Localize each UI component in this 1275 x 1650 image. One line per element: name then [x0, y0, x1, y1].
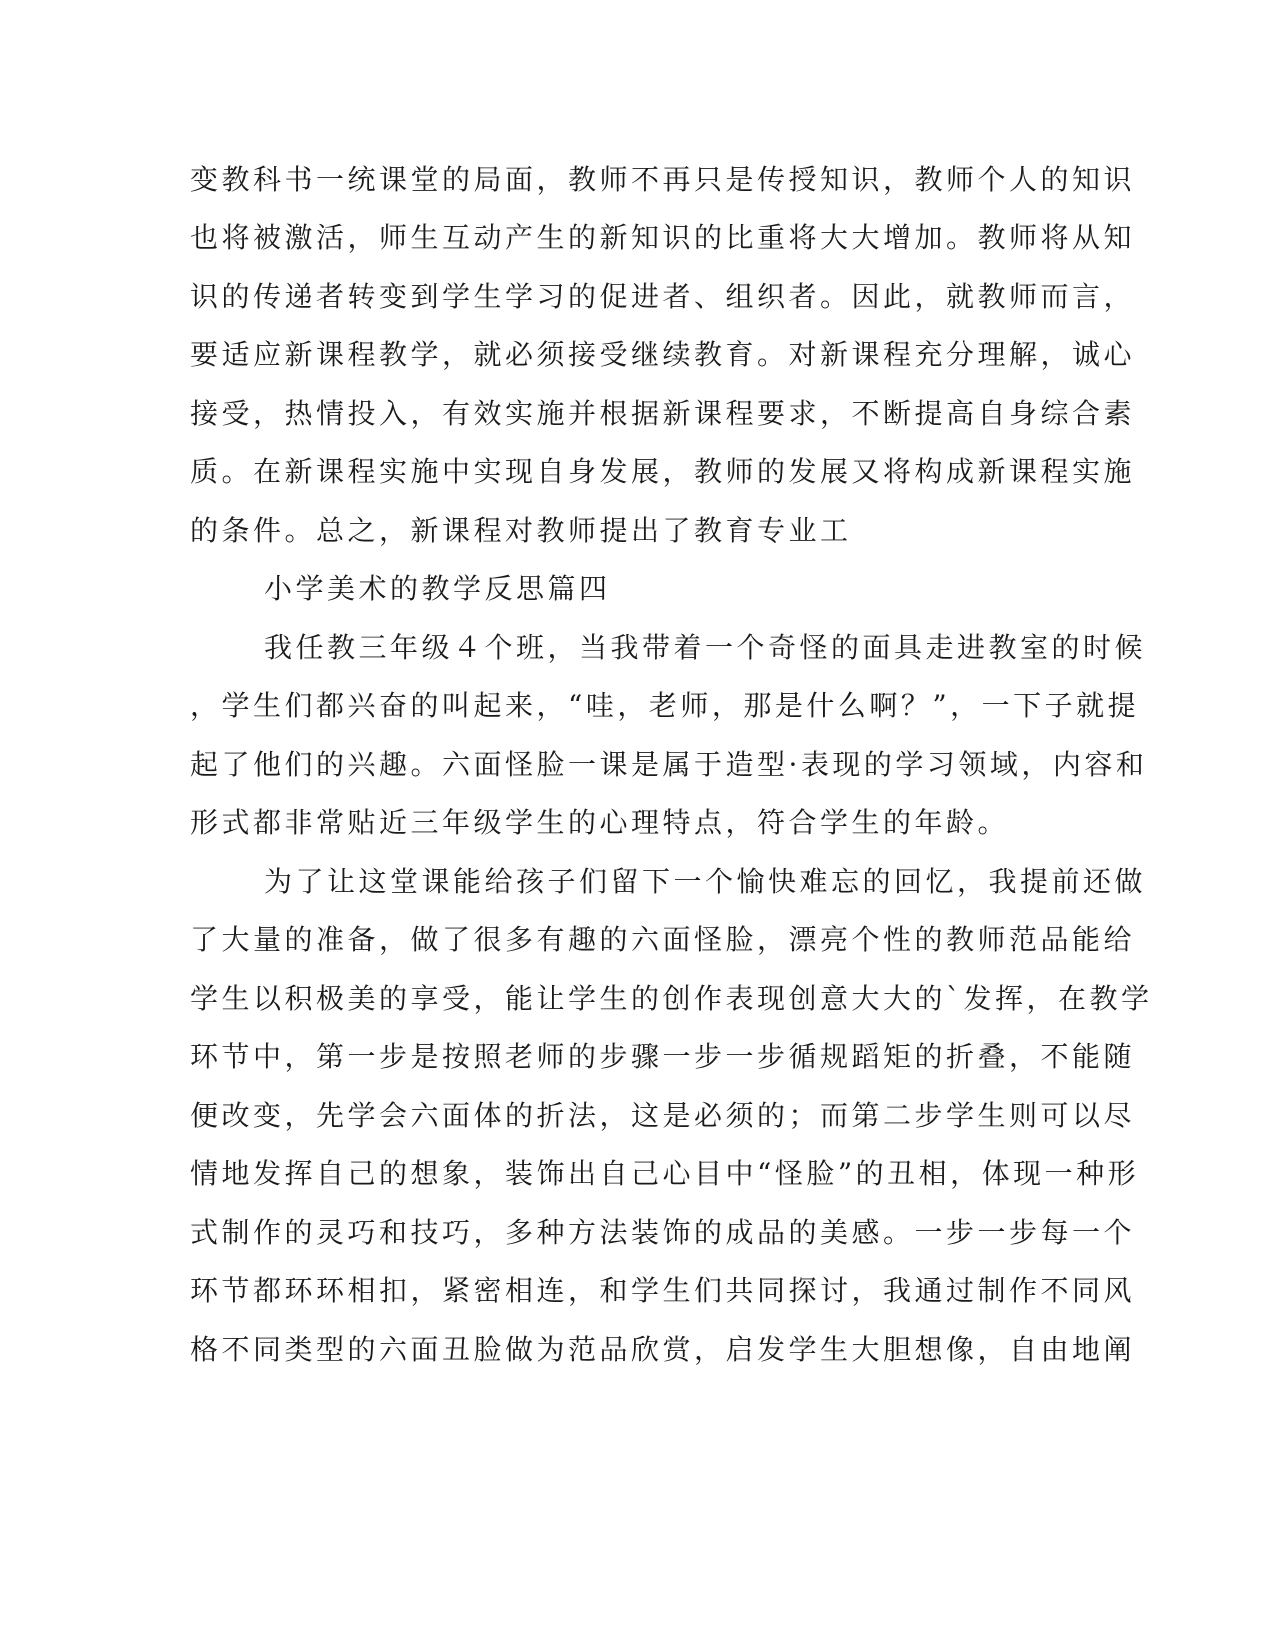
paragraph-2-line-3: 起了他们的兴趣。六面怪脸一课是属于造型·表现的学习领域，内容和	[190, 748, 1148, 781]
paragraph-3-line-2: 了大量的准备，做了很多有趣的六面怪脸，漂亮个性的教师范品能给	[190, 923, 1136, 956]
paragraph-1-line-7: 的条件。总之，新课程对教师提出了教育专业工	[190, 514, 852, 547]
paragraph-3-line-3: 学生以积极美的享受，能让学生的创作表现创意大大的`发挥，在教学	[190, 982, 1153, 1015]
paragraph-1-line-3: 识的传递者转变到学生学习的促进者、组织者。因此，就教师而言，	[190, 280, 1136, 313]
paragraph-3-line-8: 环节都环环相扣，紧密相连，和学生们共同探讨，我通过制作不同风	[190, 1274, 1136, 1307]
paragraph-1-line-2: 也将被激活，师生互动产生的新知识的比重将大大增加。教师将从知	[190, 221, 1136, 254]
paragraph-2-line-1: 我任教三年级４个班，当我带着一个奇怪的面具走进教室的时候	[264, 631, 1147, 664]
paragraph-3-line-7: 式制作的灵巧和技巧，多种方法装饰的成品的美感。一步一步每一个	[190, 1216, 1136, 1249]
paragraph-3-line-6: 情地发挥自己的想象，装饰出自己心目中“怪脸”的丑相，体现一种形	[190, 1157, 1140, 1190]
paragraph-1-line-6: 质。在新课程实施中实现自身发展，教师的发展又将构成新课程实施	[190, 455, 1136, 488]
paragraph-2-line-4: 形式都非常贴近三年级学生的心理特点，符合学生的年龄。	[190, 806, 1010, 839]
paragraph-3-line-5: 便改变，先学会六面体的折法，这是必须的；而第二步学生则可以尽	[190, 1099, 1136, 1132]
section-heading: 小学美术的教学反思篇四	[264, 572, 611, 605]
paragraph-3-line-1: 为了让这堂课能给孩子们留下一个愉快难忘的回忆，我提前还做	[264, 865, 1147, 898]
paragraph-3-line-4: 环节中，第一步是按照老师的步骤一步一步循规蹈矩的折叠，不能随	[190, 1040, 1136, 1073]
paragraph-2-line-2: ，学生们都兴奋的叫起来，“哇，老师，那是什么啊？”，一下子就提	[190, 689, 1140, 722]
paragraph-1-line-5: 接受，热情投入，有效实施并根据新课程要求，不断提高自身综合素	[190, 397, 1136, 430]
paragraph-1-line-4: 要适应新课程教学，就必须接受继续教育。对新课程充分理解，诚心	[190, 338, 1136, 371]
paragraph-3-line-9: 格不同类型的六面丑脸做为范品欣赏，启发学生大胆想像，自由地阐	[190, 1333, 1136, 1366]
paragraph-1-line-1: 变教科书一统课堂的局面，教师不再只是传授知识，教师个人的知识	[190, 163, 1136, 196]
